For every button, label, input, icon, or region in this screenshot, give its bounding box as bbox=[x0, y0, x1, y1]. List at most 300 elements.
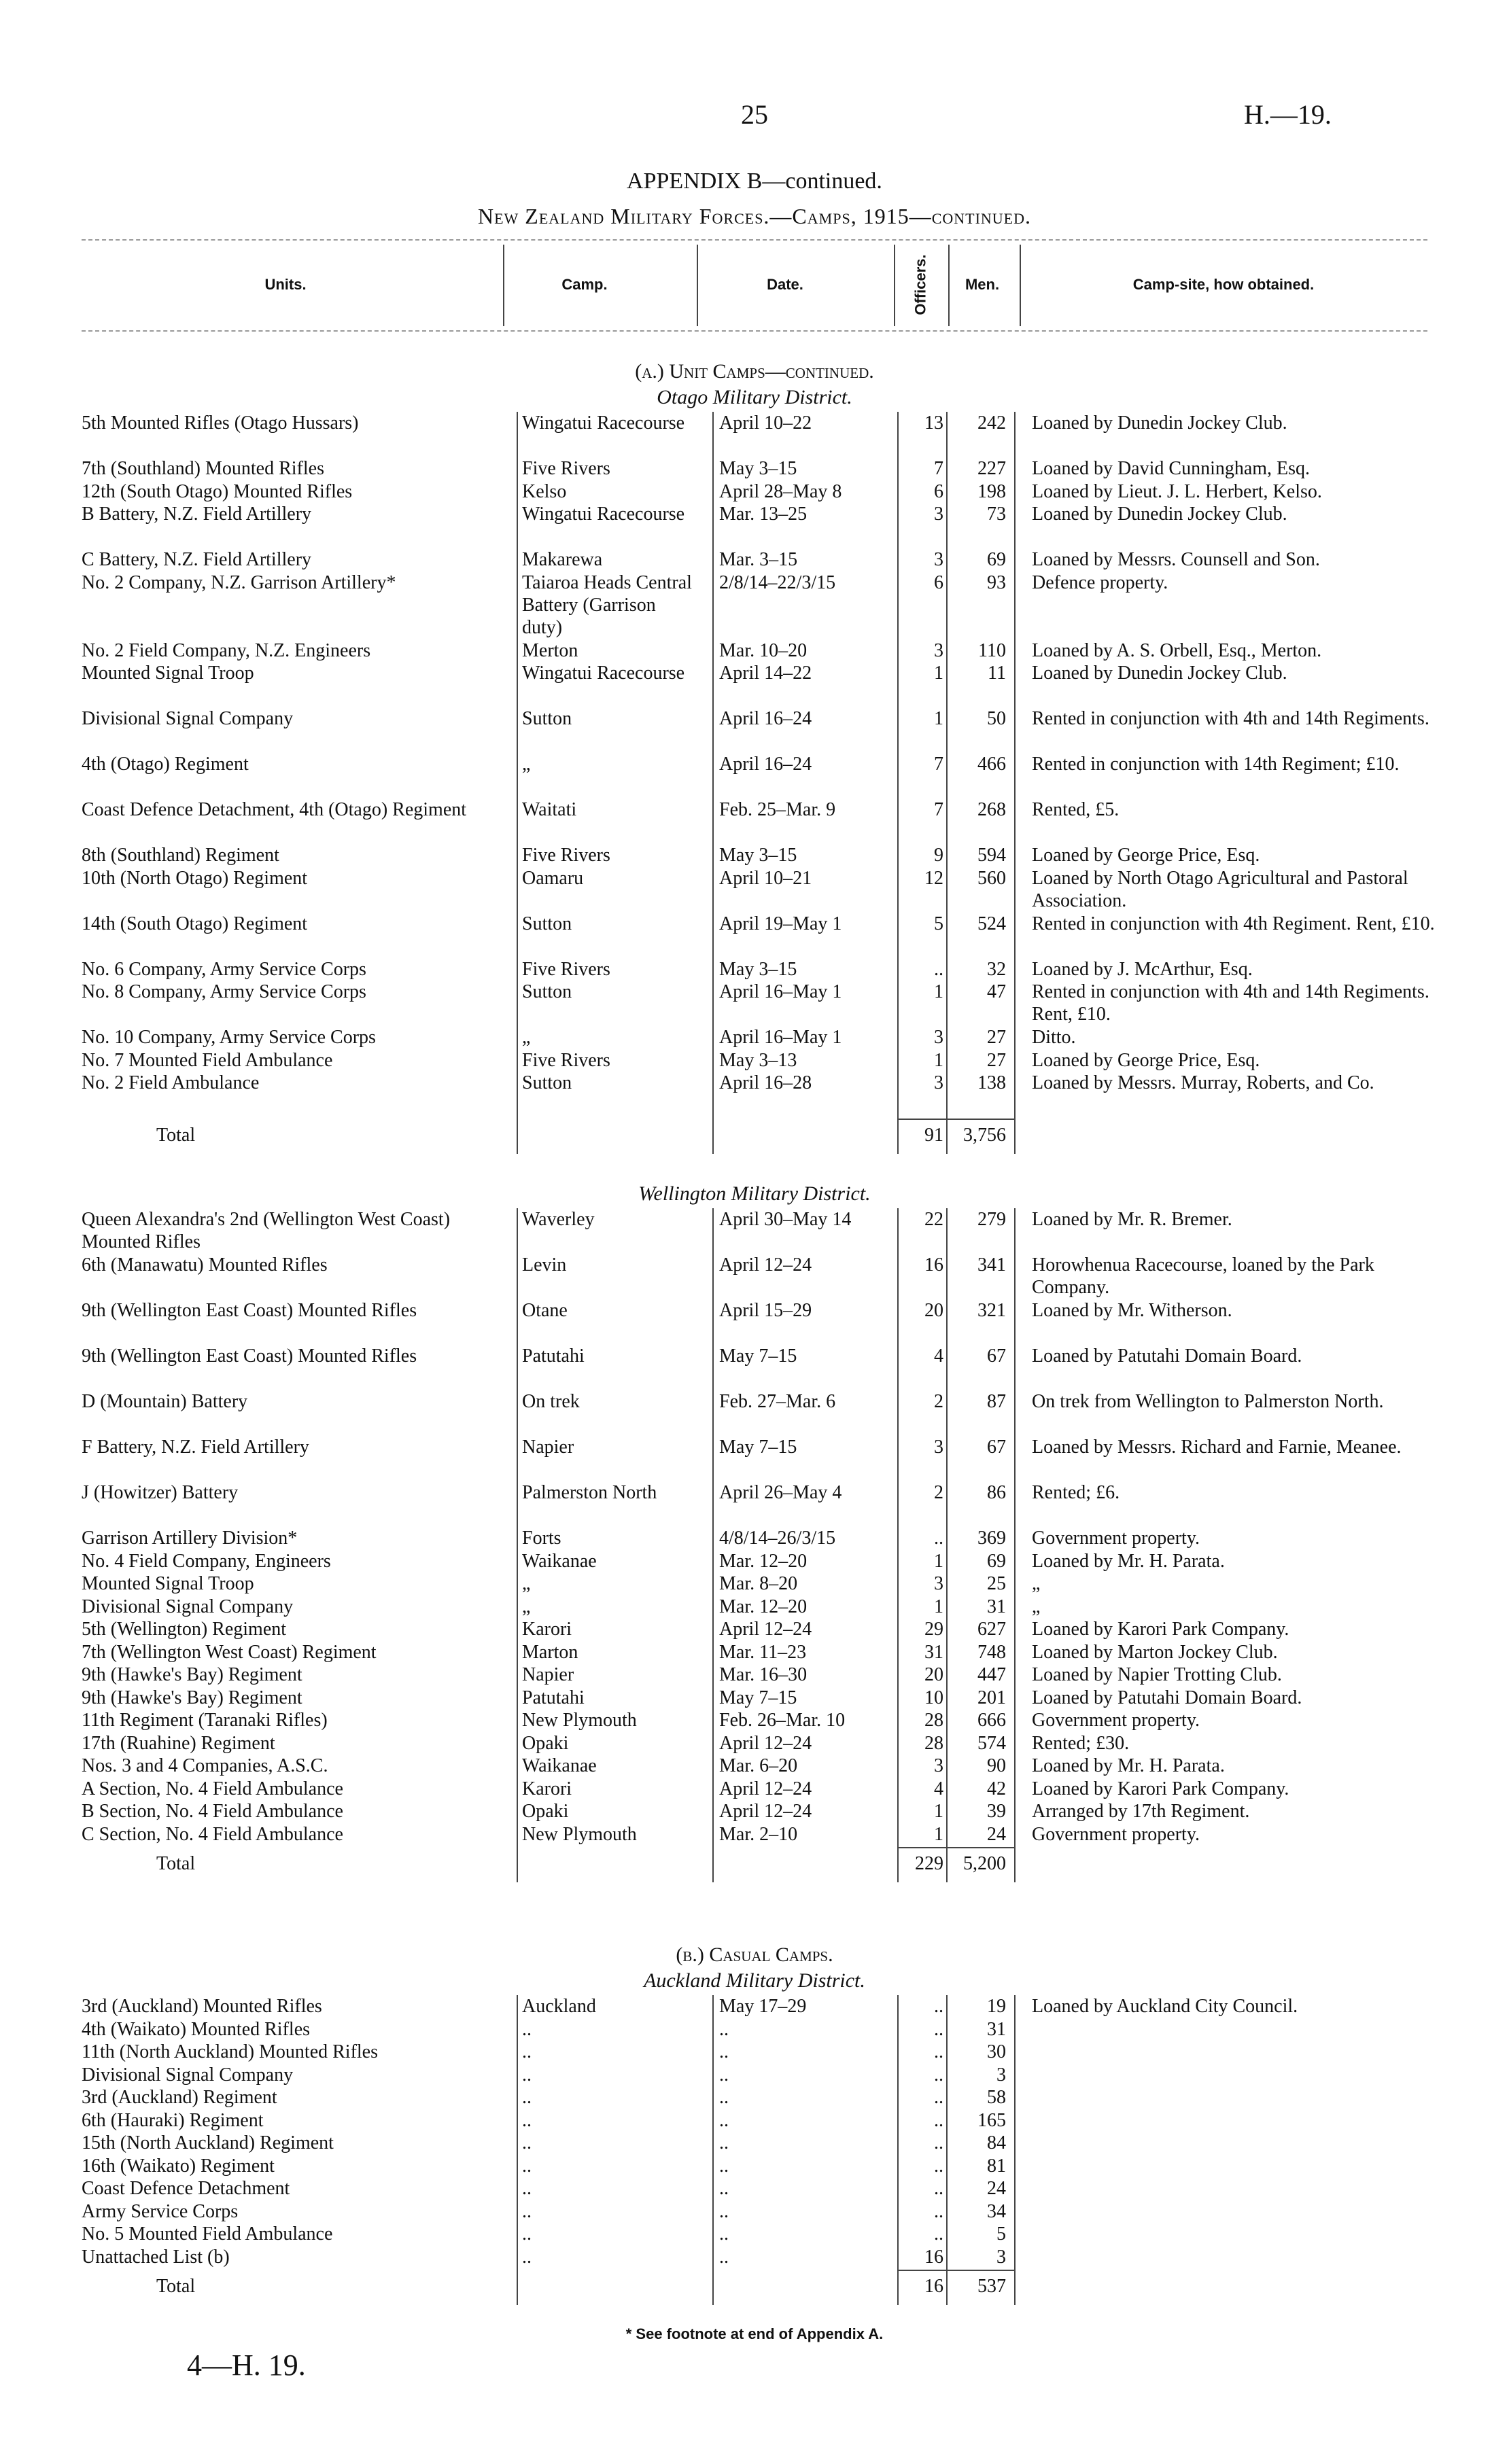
table-row bbox=[82, 913, 1441, 958]
camp-cell: Waikanae bbox=[522, 1550, 597, 1572]
unit-cell: Unattached List (b) bbox=[82, 2246, 230, 2268]
men-cell: 574 bbox=[977, 1732, 1006, 1754]
date-cell: 4/8/14–26/3/15 bbox=[719, 1528, 836, 1549]
table-row bbox=[82, 412, 1441, 457]
camp-cell: „ bbox=[522, 1573, 531, 1594]
unit-cell: 6th (Manawatu) Mounted Rifles bbox=[82, 1254, 328, 1275]
table-row bbox=[82, 1550, 1441, 1573]
column-header-officers-label: Officers. bbox=[912, 254, 930, 315]
camp-cell: .. bbox=[522, 2087, 532, 2108]
date-cell: April 16–24 bbox=[719, 754, 812, 775]
officers-cell: .. bbox=[934, 2155, 943, 2177]
column-divider bbox=[946, 1995, 948, 2305]
unit-cell: 11th (North Auckland) Mounted Rifles bbox=[82, 2041, 379, 2062]
column-divider bbox=[1014, 1208, 1016, 1882]
site-cell: Loaned by Auckland City Council. bbox=[1032, 1996, 1298, 2017]
site-cell: Loaned by Dunedin Jockey Club. bbox=[1032, 504, 1287, 525]
table-row bbox=[82, 1687, 1441, 1710]
column-divider bbox=[897, 412, 899, 1154]
table-row bbox=[82, 2177, 1441, 2200]
officers-cell: 10 bbox=[924, 1687, 943, 1708]
men-cell: 341 bbox=[977, 1254, 1006, 1275]
camp-cell: Sutton bbox=[522, 1072, 572, 1093]
unit-cell: Divisional Signal Company bbox=[82, 2064, 294, 2085]
camp-cell: „ bbox=[522, 1596, 531, 1617]
date-cell: .. bbox=[719, 2200, 729, 2222]
date-cell: April 16–May 1 bbox=[719, 981, 842, 1002]
camp-cell: New Plymouth bbox=[522, 1710, 637, 1731]
camp-cell: Auckland bbox=[522, 1996, 596, 2017]
appendix-title: APPENDIX B—continued. bbox=[627, 169, 882, 194]
column-divider bbox=[946, 1208, 948, 1882]
date-cell: Feb. 26–Mar. 10 bbox=[719, 1710, 846, 1731]
camp-cell: .. bbox=[522, 2018, 532, 2040]
men-cell: 198 bbox=[977, 480, 1006, 502]
site-cell: Rented; £30. bbox=[1032, 1732, 1130, 1754]
site-cell: Loaned by Mr. H. Parata. bbox=[1032, 1755, 1225, 1776]
site-cell: On trek from Wellington to Palmerston North. bbox=[1032, 1391, 1384, 1412]
column-divider bbox=[517, 1995, 518, 2305]
table-row bbox=[82, 2246, 1441, 2269]
officers-cell: 12 bbox=[924, 867, 943, 889]
date-cell: April 12–24 bbox=[719, 1778, 812, 1799]
column-header-units: Units. bbox=[264, 276, 307, 293]
officers-cell: 16 bbox=[924, 2246, 943, 2268]
unit-cell: No. 6 Company, Army Service Corps bbox=[82, 958, 366, 980]
officers-cell: 1 bbox=[934, 981, 943, 1002]
officers-cell: .. bbox=[934, 1528, 943, 1549]
camp-cell: Marton bbox=[522, 1641, 578, 1663]
date-cell: .. bbox=[719, 2246, 729, 2268]
column-header-officers bbox=[897, 241, 945, 329]
site-cell: Arranged by 17th Regiment. bbox=[1032, 1801, 1250, 1822]
date-cell: May 7–15 bbox=[719, 1437, 797, 1458]
table-row bbox=[82, 1800, 1441, 1823]
men-cell: 87 bbox=[987, 1391, 1006, 1412]
total-rule bbox=[897, 2270, 1014, 2271]
men-cell: 50 bbox=[987, 708, 1006, 729]
date-cell: April 30–May 14 bbox=[719, 1209, 852, 1230]
document-reference: H.—19. bbox=[1244, 99, 1332, 130]
site-cell: Rented; £6. bbox=[1032, 1482, 1120, 1503]
date-cell: Feb. 27–Mar. 6 bbox=[719, 1391, 836, 1412]
men-cell: 42 bbox=[987, 1778, 1006, 1799]
date-cell: April 14–22 bbox=[719, 663, 812, 684]
date-cell: April 26–May 4 bbox=[719, 1482, 842, 1503]
officers-cell: 20 bbox=[924, 1300, 943, 1321]
column-divider bbox=[897, 1208, 899, 1882]
unit-cell: No. 2 Company, N.Z. Garrison Artillery* bbox=[82, 571, 396, 593]
column-divider bbox=[1014, 1995, 1016, 2305]
men-cell: 138 bbox=[977, 1072, 1006, 1093]
camp-cell: .. bbox=[522, 2132, 532, 2153]
camp-cell: .. bbox=[522, 2200, 532, 2222]
officers-cell: 4 bbox=[934, 1345, 943, 1367]
officers-cell: 3 bbox=[934, 1573, 943, 1594]
header-divider bbox=[1020, 245, 1021, 326]
unit-cell: Queen Alexandra's 2nd (Wellington West Coast) Mounted Rifles bbox=[82, 1209, 451, 1252]
total-label: Total bbox=[156, 1125, 196, 1146]
unit-cell: No. 2 Field Ambulance bbox=[82, 1072, 260, 1093]
officers-cell: .. bbox=[934, 2109, 943, 2131]
camp-cell: Taiaroa Heads Central Battery (Garrison duty) bbox=[522, 571, 692, 638]
unit-cell: Nos. 3 and 4 Companies, A.S.C. bbox=[82, 1755, 328, 1776]
column-header-site: Camp-site, how obtained. bbox=[1132, 276, 1315, 293]
officers-cell: 7 bbox=[934, 754, 943, 775]
date-cell: .. bbox=[719, 2064, 729, 2085]
table-row bbox=[82, 548, 1441, 571]
wellington-table bbox=[82, 1208, 1441, 1882]
unit-cell: Divisional Signal Company bbox=[82, 1596, 294, 1617]
site-cell: Loaned by Messrs. Murray, Roberts, and Co. bbox=[1032, 1072, 1374, 1093]
site-cell: Rented in conjunction with 4th and 14th Regiments. Rent, £10. bbox=[1032, 981, 1429, 1025]
column-divider bbox=[946, 412, 948, 1154]
date-cell: April 28–May 8 bbox=[719, 480, 842, 502]
men-cell: 27 bbox=[987, 1027, 1006, 1048]
men-cell: 24 bbox=[987, 2178, 1006, 2199]
men-cell: 84 bbox=[987, 2132, 1006, 2153]
unit-cell: 9th (Wellington East Coast) Mounted Rifles bbox=[82, 1300, 417, 1321]
unit-cell: 9th (Wellington East Coast) Mounted Rifles bbox=[82, 1345, 417, 1367]
date-cell: May 7–15 bbox=[719, 1687, 797, 1708]
officers-cell: 1 bbox=[934, 663, 943, 684]
men-cell: 268 bbox=[977, 799, 1006, 820]
men-cell: 27 bbox=[987, 1049, 1006, 1071]
total-men: 5,200 bbox=[963, 1853, 1006, 1874]
site-cell: Horowhenua Racecourse, loaned by the Park Company. bbox=[1032, 1254, 1374, 1298]
date-cell: April 10–22 bbox=[719, 412, 812, 434]
table-row bbox=[82, 1390, 1441, 1436]
unit-cell: 7th (Southland) Mounted Rifles bbox=[82, 458, 324, 479]
men-cell: 24 bbox=[987, 1823, 1006, 1845]
total-label: Total bbox=[156, 1853, 196, 1874]
officers-cell: 7 bbox=[934, 458, 943, 479]
section-wellington: Wellington Military District. bbox=[638, 1182, 871, 1205]
date-cell: April 16–24 bbox=[719, 708, 812, 729]
table-row bbox=[82, 2155, 1441, 2178]
table-row bbox=[82, 867, 1441, 913]
site-cell: Loaned by Patutahi Domain Board. bbox=[1032, 1687, 1302, 1708]
total-row bbox=[82, 2268, 1441, 2305]
officers-cell: 6 bbox=[934, 571, 943, 593]
camp-cell: Five Rivers bbox=[522, 845, 610, 866]
table-row bbox=[82, 1618, 1441, 1641]
table-row bbox=[82, 480, 1441, 504]
date-cell: April 15–29 bbox=[719, 1300, 812, 1321]
camp-cell: Patutahi bbox=[522, 1687, 585, 1708]
officers-cell: 5 bbox=[934, 913, 943, 934]
unit-cell: 14th (South Otago) Regiment bbox=[82, 913, 308, 934]
men-cell: 3 bbox=[996, 2064, 1006, 2085]
site-cell: Rented in conjunction with 4th and 14th Regiments. bbox=[1032, 708, 1429, 729]
total-men: 3,756 bbox=[963, 1125, 1006, 1146]
officers-cell: .. bbox=[934, 2064, 943, 2085]
unit-cell: Garrison Artillery Division* bbox=[82, 1528, 298, 1549]
officers-cell: 3 bbox=[934, 549, 943, 570]
camp-cell: Waitati bbox=[522, 799, 577, 820]
table-row bbox=[82, 1823, 1441, 1846]
date-cell: May 3–13 bbox=[719, 1049, 797, 1071]
site-cell: Ditto. bbox=[1032, 1027, 1076, 1048]
officers-cell: 29 bbox=[924, 1619, 943, 1640]
men-cell: 93 bbox=[987, 571, 1006, 593]
officers-cell: 3 bbox=[934, 504, 943, 525]
site-cell: Loaned by Dunedin Jockey Club. bbox=[1032, 412, 1287, 434]
officers-cell: .. bbox=[934, 2132, 943, 2153]
table-row bbox=[82, 1755, 1441, 1778]
page-number: 25 bbox=[741, 99, 768, 130]
men-cell: 279 bbox=[977, 1209, 1006, 1230]
total-rule bbox=[897, 1847, 1014, 1848]
header-divider bbox=[503, 245, 504, 326]
officers-cell: 3 bbox=[934, 639, 943, 661]
site-cell: Loaned by David Cunningham, Esq. bbox=[1032, 458, 1311, 479]
table-row bbox=[82, 844, 1441, 867]
officers-cell: 2 bbox=[934, 1482, 943, 1503]
unit-cell: B Section, No. 4 Field Ambulance bbox=[82, 1801, 343, 1822]
table-row bbox=[82, 662, 1441, 707]
site-cell: Loaned by Karori Park Company. bbox=[1032, 1778, 1289, 1799]
site-cell: Government property. bbox=[1032, 1823, 1200, 1845]
footnote: * See footnote at end of Appendix A. bbox=[625, 2325, 884, 2342]
column-divider bbox=[712, 1995, 714, 2305]
table-row bbox=[82, 1709, 1441, 1732]
site-cell: Defence property. bbox=[1032, 571, 1168, 593]
table-row bbox=[82, 753, 1441, 798]
site-cell: Government property. bbox=[1032, 1710, 1200, 1731]
table-row bbox=[82, 2109, 1441, 2132]
column-header-camp: Camp. bbox=[561, 276, 608, 293]
table-row bbox=[82, 2132, 1441, 2155]
officers-cell: 1 bbox=[934, 1049, 943, 1071]
men-cell: 748 bbox=[977, 1641, 1006, 1663]
table-row bbox=[82, 2223, 1441, 2246]
men-cell: 165 bbox=[977, 2109, 1006, 2131]
officers-cell: 7 bbox=[934, 799, 943, 820]
officers-cell: 3 bbox=[934, 1072, 943, 1093]
column-header-date: Date. bbox=[767, 276, 803, 293]
officers-cell: 2 bbox=[934, 1391, 943, 1412]
unit-cell: 4th (Otago) Regiment bbox=[82, 754, 249, 775]
section-otago: Otago Military District. bbox=[657, 386, 852, 408]
table-row bbox=[82, 639, 1441, 663]
unit-cell: Mounted Signal Troop bbox=[82, 663, 254, 684]
site-cell: „ bbox=[1032, 1573, 1041, 1594]
site-cell: Loaned by Mr. R. Bremer. bbox=[1032, 1209, 1232, 1230]
camp-cell: New Plymouth bbox=[522, 1823, 637, 1845]
table-row bbox=[82, 1254, 1441, 1299]
total-officers: 229 bbox=[915, 1853, 943, 1874]
camp-cell: .. bbox=[522, 2109, 532, 2131]
date-cell: Mar. 6–20 bbox=[719, 1755, 798, 1776]
unit-cell: Army Service Corps bbox=[82, 2200, 239, 2222]
date-cell: .. bbox=[719, 2041, 729, 2062]
men-cell: 69 bbox=[987, 549, 1006, 570]
camp-cell: „ bbox=[522, 754, 531, 775]
table-row bbox=[82, 1299, 1441, 1345]
table-row bbox=[82, 2064, 1441, 2087]
men-cell: 67 bbox=[987, 1345, 1006, 1367]
site-cell: Loaned by Lieut. J. L. Herbert, Kelso. bbox=[1032, 480, 1322, 502]
officers-cell: 1 bbox=[934, 1596, 943, 1617]
table-row bbox=[82, 1732, 1441, 1755]
table-row bbox=[82, 1208, 1441, 1254]
unit-cell: 10th (North Otago) Regiment bbox=[82, 867, 308, 889]
camp-cell: .. bbox=[522, 2155, 532, 2177]
total-officers: 16 bbox=[924, 2276, 943, 2297]
unit-cell: No. 10 Company, Army Service Corps bbox=[82, 1027, 376, 1048]
camp-cell: Opaki bbox=[522, 1801, 569, 1822]
date-cell: April 10–21 bbox=[719, 867, 812, 889]
officers-cell: .. bbox=[934, 2041, 943, 2062]
men-cell: 39 bbox=[987, 1801, 1006, 1822]
date-cell: Mar. 12–20 bbox=[719, 1550, 808, 1572]
table-row bbox=[82, 571, 1441, 639]
print-reference: 4—H. 19. bbox=[187, 2348, 306, 2382]
table-row bbox=[82, 2200, 1441, 2223]
men-cell: 11 bbox=[988, 663, 1006, 684]
date-cell: April 12–24 bbox=[719, 1254, 812, 1275]
unit-cell: C Section, No. 4 Field Ambulance bbox=[82, 1823, 343, 1845]
camp-cell: Kelso bbox=[522, 480, 567, 502]
section-auckland: Auckland Military District. bbox=[644, 1969, 865, 1992]
men-cell: 242 bbox=[977, 412, 1006, 434]
unit-cell: 8th (Southland) Regiment bbox=[82, 845, 279, 866]
date-cell: 2/8/14–22/3/15 bbox=[719, 571, 836, 593]
camp-cell: Sutton bbox=[522, 913, 572, 934]
column-divider bbox=[1014, 412, 1016, 1154]
men-cell: 666 bbox=[977, 1710, 1006, 1731]
total-men: 537 bbox=[977, 2276, 1006, 2297]
site-cell: Loaned by Mr. H. Parata. bbox=[1032, 1550, 1225, 1572]
camp-cell: Wingatui Racecourse bbox=[522, 504, 685, 525]
camp-cell: Five Rivers bbox=[522, 458, 610, 479]
table-row bbox=[82, 503, 1441, 548]
unit-cell: D (Mountain) Battery bbox=[82, 1391, 248, 1412]
site-cell: Government property. bbox=[1032, 1528, 1200, 1549]
date-cell: Mar. 10–20 bbox=[719, 639, 808, 661]
site-cell: Loaned by A. S. Orbell, Esq., Merton. bbox=[1032, 639, 1322, 661]
column-header-men: Men. bbox=[965, 276, 1000, 293]
men-cell: 594 bbox=[977, 845, 1006, 866]
officers-cell: 28 bbox=[924, 1710, 943, 1731]
site-cell: Loaned by J. McArthur, Esq. bbox=[1032, 958, 1253, 980]
men-cell: 67 bbox=[987, 1437, 1006, 1458]
men-cell: 466 bbox=[977, 754, 1006, 775]
officers-cell: 9 bbox=[934, 845, 943, 866]
date-cell: May 7–15 bbox=[719, 1345, 797, 1367]
date-cell: .. bbox=[719, 2178, 729, 2199]
unit-cell: 9th (Hawke's Bay) Regiment bbox=[82, 1664, 302, 1685]
men-cell: 25 bbox=[987, 1573, 1006, 1594]
officers-cell: 20 bbox=[924, 1664, 943, 1685]
unit-cell: 15th (North Auckland) Regiment bbox=[82, 2132, 334, 2153]
camp-cell: Opaki bbox=[522, 1732, 569, 1754]
unit-cell: A Section, No. 4 Field Ambulance bbox=[82, 1778, 343, 1799]
men-cell: 81 bbox=[987, 2155, 1006, 2177]
table-row bbox=[82, 1995, 1441, 2018]
date-cell: .. bbox=[719, 2109, 729, 2131]
officers-cell: .. bbox=[934, 2087, 943, 2108]
table-row bbox=[82, 1345, 1441, 1390]
table-row bbox=[82, 1049, 1441, 1072]
column-divider bbox=[517, 1208, 518, 1882]
unit-cell: B Battery, N.Z. Field Artillery bbox=[82, 504, 312, 525]
camp-cell: .. bbox=[522, 2178, 532, 2199]
unit-cell: 5th (Wellington) Regiment bbox=[82, 1619, 287, 1640]
unit-cell: 6th (Hauraki) Regiment bbox=[82, 2109, 264, 2131]
site-cell: Loaned by George Price, Esq. bbox=[1032, 845, 1260, 866]
men-cell: 5 bbox=[996, 2223, 1006, 2245]
unit-cell: Mounted Signal Troop bbox=[82, 1573, 254, 1594]
officers-cell: 1 bbox=[934, 1550, 943, 1572]
unit-cell: 17th (Ruahine) Regiment bbox=[82, 1732, 275, 1754]
officers-cell: 22 bbox=[924, 1209, 943, 1230]
officers-cell: 3 bbox=[934, 1755, 943, 1776]
column-divider bbox=[712, 412, 714, 1154]
otago-table bbox=[82, 412, 1441, 1154]
unit-cell: F Battery, N.Z. Field Artillery bbox=[82, 1437, 309, 1458]
officers-cell: .. bbox=[934, 2223, 943, 2245]
camp-cell: Waverley bbox=[522, 1209, 595, 1230]
table-row bbox=[82, 798, 1441, 844]
officers-cell: 3 bbox=[934, 1027, 943, 1048]
camp-cell: Oamaru bbox=[522, 867, 584, 889]
unit-cell: No. 2 Field Company, N.Z. Engineers bbox=[82, 639, 371, 661]
date-cell: Mar. 3–15 bbox=[719, 549, 798, 570]
camp-cell: Karori bbox=[522, 1778, 572, 1799]
men-cell: 86 bbox=[987, 1482, 1006, 1503]
unit-cell: No. 5 Mounted Field Ambulance bbox=[82, 2223, 333, 2245]
men-cell: 90 bbox=[987, 1755, 1006, 1776]
date-cell: April 19–May 1 bbox=[719, 913, 842, 934]
total-rule bbox=[897, 1119, 1014, 1120]
header-divider bbox=[697, 245, 698, 326]
site-cell: Rented in conjunction with 4th Regiment. Rent, £10. bbox=[1032, 913, 1435, 934]
camp-cell: Five Rivers bbox=[522, 958, 610, 980]
men-cell: 227 bbox=[977, 458, 1006, 479]
men-cell: 31 bbox=[987, 1596, 1006, 1617]
camp-cell: Wingatui Racecourse bbox=[522, 412, 685, 434]
unit-cell: 3rd (Auckland) Regiment bbox=[82, 2087, 277, 2108]
unit-cell: No. 7 Mounted Field Ambulance bbox=[82, 1049, 333, 1071]
officers-cell: 13 bbox=[924, 412, 943, 434]
unit-cell: Coast Defence Detachment bbox=[82, 2178, 290, 2199]
table-row bbox=[82, 457, 1441, 480]
camp-cell: Napier bbox=[522, 1664, 574, 1685]
column-divider bbox=[897, 1995, 899, 2305]
men-cell: 31 bbox=[987, 2018, 1006, 2040]
men-cell: 201 bbox=[977, 1687, 1006, 1708]
date-cell: .. bbox=[719, 2155, 729, 2177]
officers-cell: .. bbox=[934, 2178, 943, 2199]
unit-cell: 9th (Hawke's Bay) Regiment bbox=[82, 1687, 302, 1708]
unit-cell: 5th Mounted Rifles (Otago Hussars) bbox=[82, 412, 359, 434]
table-row bbox=[82, 1778, 1441, 1801]
total-officers: 91 bbox=[924, 1125, 943, 1146]
men-cell: 30 bbox=[987, 2041, 1006, 2062]
unit-cell: 7th (Wellington West Coast) Regiment bbox=[82, 1641, 377, 1663]
table-row bbox=[82, 2018, 1441, 2041]
total-row bbox=[82, 1117, 1441, 1154]
men-cell: 73 bbox=[987, 504, 1006, 525]
table-row bbox=[82, 1481, 1441, 1527]
camp-cell: Karori bbox=[522, 1619, 572, 1640]
unit-cell: 3rd (Auckland) Mounted Rifles bbox=[82, 1996, 322, 2017]
men-cell: 19 bbox=[987, 1996, 1006, 2017]
camp-cell: Waikanae bbox=[522, 1755, 597, 1776]
men-cell: 447 bbox=[977, 1664, 1006, 1685]
